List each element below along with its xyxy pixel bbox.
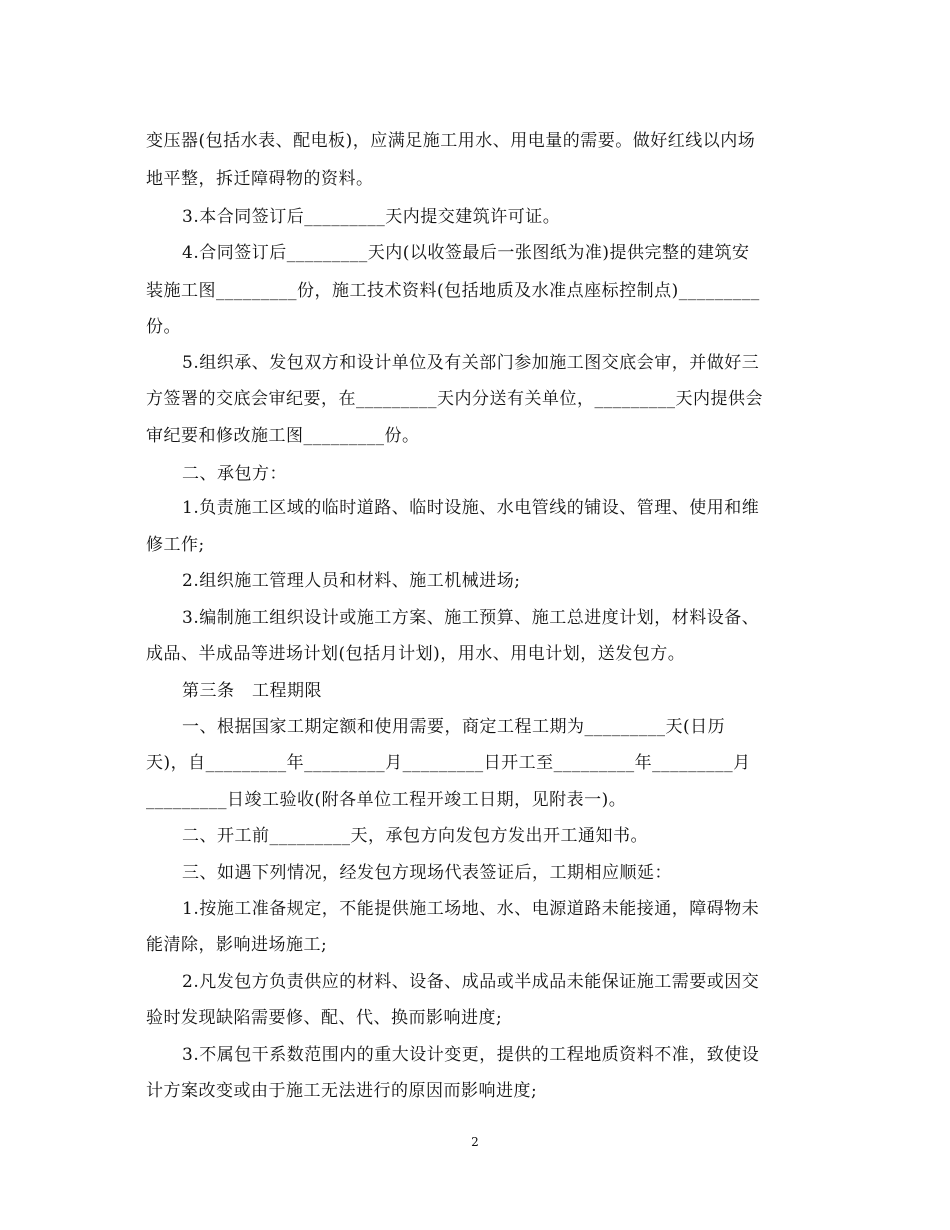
text-line: 1.负责施工区域的临时道路、临时设施、水电管线的铺设、管理、使用和维 <box>182 498 760 518</box>
text-line: 计方案改变或由于施工无法进行的原因而影响进度; <box>146 1081 538 1101</box>
text-line: 地平整，拆迁障碍物的资料。 <box>146 169 374 189</box>
text-line: 3.编制施工组织设计或施工方案、施工预算、施工总进度计划，材料设备、 <box>182 608 760 628</box>
page-number: 2 <box>471 1135 479 1149</box>
text-line: 2.组织施工管理人员和材料、施工机械进场; <box>182 571 521 591</box>
text-line: 变压器(包括水表、配电板)，应满足施工用水、用电量的需要。做好红线以内场 <box>146 131 756 151</box>
text-line: _________日竣工验收(附各单位工程开竣工日期，见附表一)。 <box>146 790 627 810</box>
text-line: 天)，自_________年_________月_________日开工至_________年_________月 <box>146 753 751 773</box>
text-line: 成品、半成品等进场计划(包括月计划)，用水、用电计划，送发包方。 <box>146 644 686 664</box>
text-line: 4.合同签订后_________天内(以收签最后一张图纸为准)提供完整的建筑安 <box>182 243 750 263</box>
text-line: 修工作; <box>146 535 205 555</box>
text-line: 三、如遇下列情况，经发包方现场代表签证后，工期相应顺延： <box>182 863 672 883</box>
text-line: 2.凡发包方负责供应的材料、设备、成品或半成品未能保证施工需要或因交 <box>182 972 760 992</box>
text-line: 3.本合同签订后_________天内提交建筑许可证。 <box>182 207 561 227</box>
text-line: 3.不属包干系数范围内的重大设计变更，提供的工程地质资料不准，致使设 <box>182 1045 760 1065</box>
text-line: 方签署的交底会审纪要，在_________天内分送有关单位，_________天内提供会 <box>146 389 763 409</box>
text-line: 能清除，影响进场施工; <box>146 935 328 955</box>
text-line: 二、开工前_________天，承包方向发包方发出开工通知书。 <box>182 826 648 846</box>
text-line: 装施工图_________份，施工技术资料(包括地质及水准点座标控制点)_________ <box>146 281 760 301</box>
article-heading: 第三条 工程期限 <box>182 681 322 701</box>
text-line: 审纪要和修改施工图_________份。 <box>146 426 420 446</box>
section-heading: 二、承包方： <box>182 464 287 484</box>
text-line: 份。 <box>146 317 181 337</box>
text-line: 5.组织承、发包双方和设计单位及有关部门参加施工图交底会审，并做好三 <box>182 353 760 373</box>
text-line: 1.按施工准备规定，不能提供施工场地、水、电源道路未能接通，障碍物未 <box>182 899 760 919</box>
text-line: 一、根据国家工期定额和使用需要，商定工程工期为_________天(日历 <box>182 717 726 737</box>
text-line: 验时发现缺陷需要修、配、代、换而影响进度; <box>146 1008 503 1028</box>
